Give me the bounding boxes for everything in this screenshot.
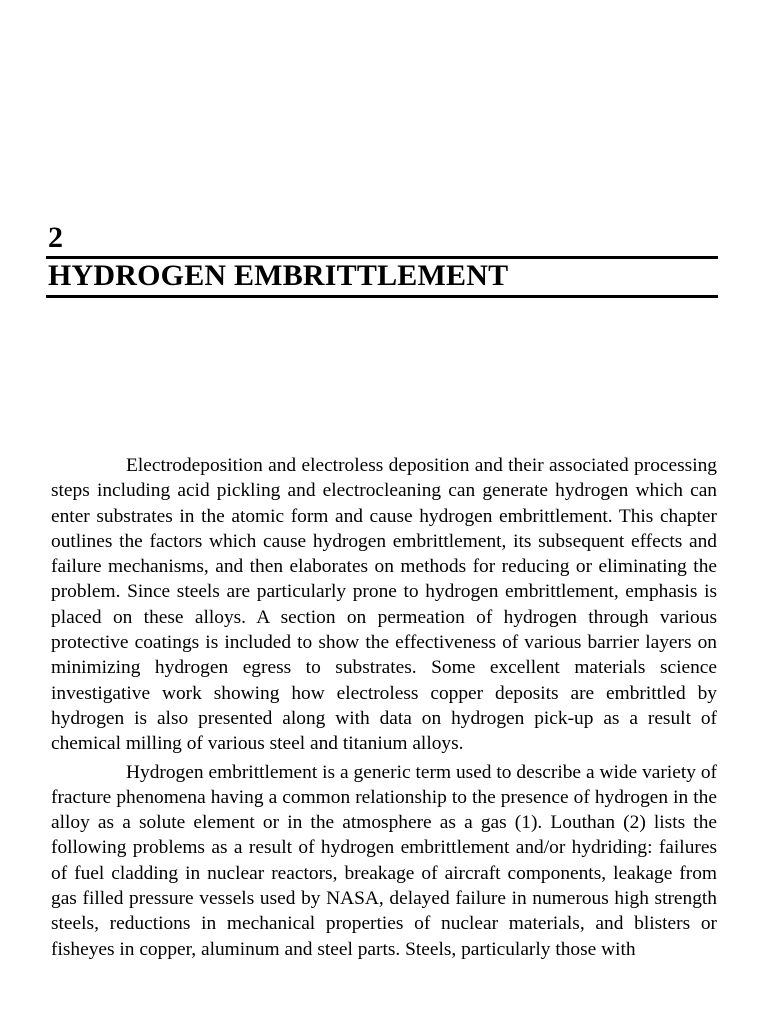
title-rule-bottom (46, 295, 718, 298)
body-text (51, 453, 717, 962)
chapter-title: HYDROGEN EMBRITTLEMENT (48, 259, 509, 292)
paragraph-definition: Hydrogen embrittlement is a generic term used to describe a wide variety of fracture phenomena having a common relationship to the presence of hydrogen in the alloy as a solute element or in the atmosphere as a gas (1). Louthan (2) lists the following problems as a result of hydrogen embrittlement and/or hydriding: failures of fuel cladding in nuclear reactors, breakage of aircraft components, leakage from gas filled pressure vessels used by NASA, delayed failure in numerous high strength steels, reductions in mechanical properties of nuclear materials, and blisters or fisheyes in copper, aluminum and steel parts. Steels, particularly those with (51, 761, 717, 960)
chapter-number: 2 (48, 221, 63, 254)
paragraph-intro: Electrodeposition and electroless deposition and their associated processing steps including acid pickling and electrocleaning can generate hydrogen which can enter substrates in the atomic form and cause hydrogen embrittlement. This chapter outlines the factors which cause hydrogen embrittlement, its subsequent effects and failure mechanisms, and then elaborates on methods for reducing or eliminating the problem. Since steels are particularly prone to hydrogen embrittlement, emphasis is placed on these alloys. A section on permeation of hydrogen through various protective coatings is included to show the effectiveness of various barrier layers on minimizing hydrogen egress to substrates. Some excellent materials science investigative work showing how electroless copper deposits are embrittled by hydrogen is also presented along with data on hydrogen pick-up as a result of chemical milling of various steel and titanium alloys. (51, 455, 717, 755)
